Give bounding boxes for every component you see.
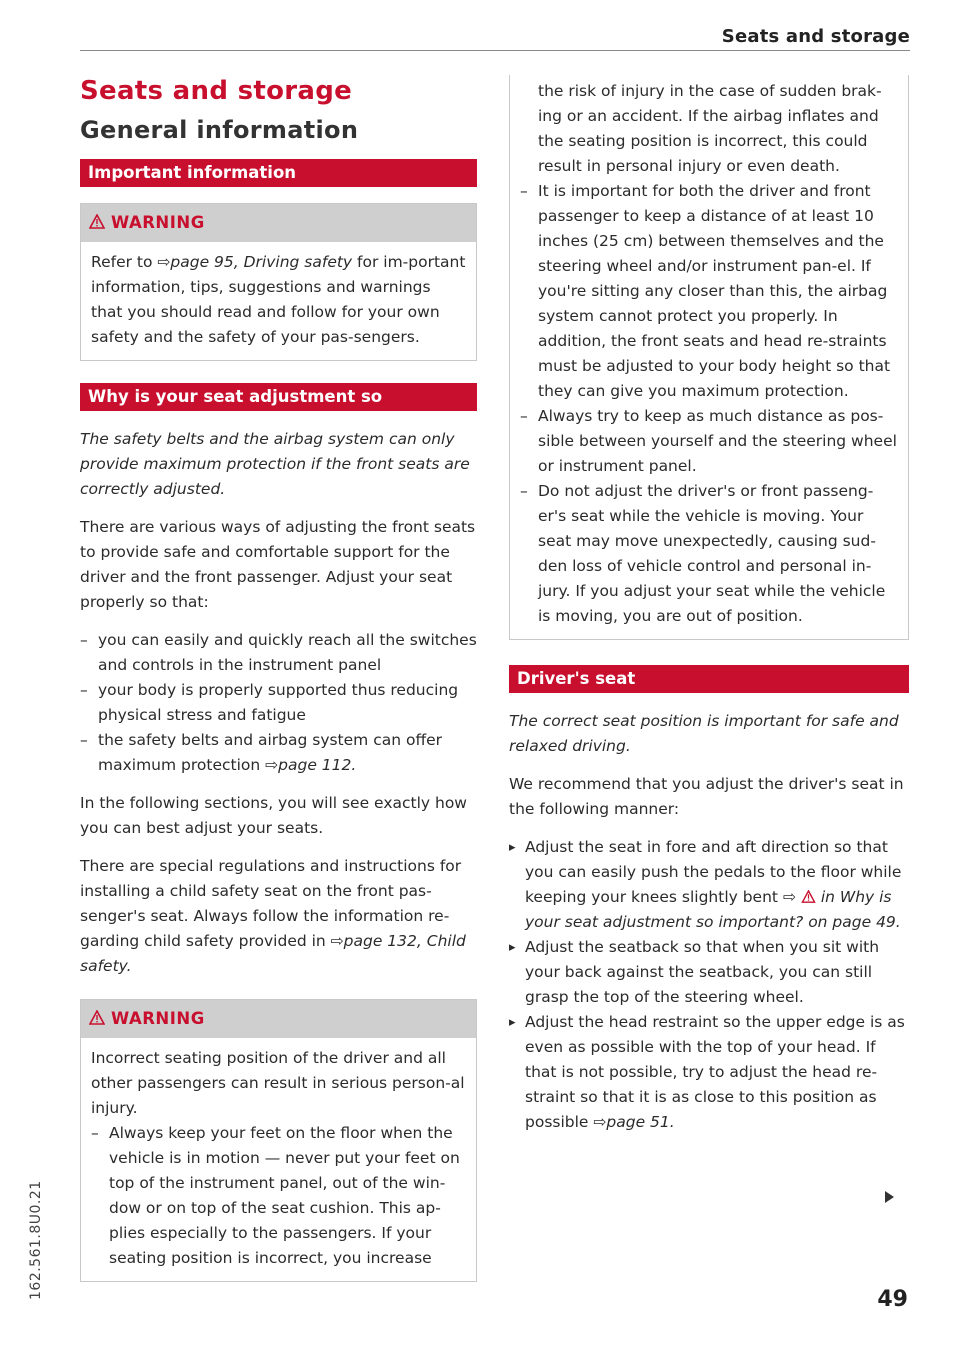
warning-body xyxy=(81,242,476,360)
paragraph: We recommend that you adjust the driver's seat in the following manner: xyxy=(509,775,904,818)
right-column xyxy=(509,75,909,1135)
list-item: – you can easily and quickly reach all the switches and controls in the instrument panel xyxy=(80,628,477,678)
warning-header xyxy=(81,1000,476,1038)
warning-triangle-icon xyxy=(89,1010,105,1025)
continue-arrow-icon xyxy=(885,1191,894,1203)
page-link[interactable]: in Why is your seat adjustment so important? on page 49. xyxy=(525,888,901,931)
warning-text: Incorrect seating position of the driver and all other passengers can result in serious person-al injury. xyxy=(91,1049,465,1117)
instruction-step xyxy=(509,835,909,935)
warning-box-2 xyxy=(80,999,477,1282)
paragraph xyxy=(80,854,477,979)
page-link[interactable]: page 132, Child safety. xyxy=(80,932,466,975)
page-link[interactable]: page 112. xyxy=(278,756,357,774)
arrow-icon: ⇨ xyxy=(330,932,344,950)
list-item xyxy=(80,728,477,778)
paragraph-text: There are special regulations and instructions for installing a child safety seat on the front pas-senger's seat. Always follow the information re-garding child safety provided in xyxy=(80,857,462,950)
warning-list xyxy=(520,179,898,629)
warning-box-2-continued xyxy=(509,75,909,640)
warning-triangle-icon xyxy=(89,214,105,229)
heading-seat-adjustment: Why is your seat adjustment so important? xyxy=(80,383,477,411)
list-item: – Always keep your feet on the floor when the vehicle is in motion — never put your feet on top of the instrument panel, out of the win-dow or on top of the seat cushion. This ap-plies especially to the passengers. If your seating position is incorrect, you increase xyxy=(91,1121,466,1271)
page-number: 49 xyxy=(877,1287,908,1312)
warning-text: the risk of injury in the case of sudden brak-ing or an accident. If the airbag inflates and the seating position is incorrect, this could result in personal injury or even death. xyxy=(538,82,882,175)
list-item: – your body is properly supported thus reducing physical stress and fatigue xyxy=(80,678,477,728)
paragraph: In the following sections, you will see exactly how you can best adjust your seats. xyxy=(80,794,467,837)
instruction-step xyxy=(509,1010,909,1135)
intro-text: The correct seat position is important for safe and relaxed driving. xyxy=(509,712,899,755)
instruction-list xyxy=(509,835,909,1135)
list-item: – It is important for both the driver and front passenger to keep a distance of at least 10 inches (25 cm) between themselves and the steering wheel and/or instrument pan-el. If you're sitting any closer than this, the airbag system cannot protect you properly. In addition, the front seats and head re-straints must be adjusted to your body height so that they can give you maximum protection. xyxy=(520,179,898,404)
step-text: Adjust the seat in fore and aft direction so that you can easily push the pedals to the floor while keeping your knees slightly bent xyxy=(525,838,902,906)
list-item: – Always try to keep as much distance as pos-sible between yourself and the steering wheel or instrument panel. xyxy=(520,404,898,479)
warning-label: WARNING xyxy=(111,213,205,232)
step-text: Adjust the head restraint so the upper edge is as even as possible with the top of your head. If that is not possible, try to adjust the head re-straint so that it is as close to this position as possible xyxy=(525,1013,905,1131)
page-link[interactable]: page 51. xyxy=(606,1113,675,1131)
arrow-icon: ⇨ xyxy=(265,756,279,774)
page-link[interactable]: page 95, Driving safety xyxy=(170,253,353,271)
warning-text-cont: for im-portant information, tips, suggestions and warnings that you should read and follow for your own safety and the safety of your pas-sengers. xyxy=(91,253,466,346)
header-rule xyxy=(80,50,910,51)
left-column xyxy=(80,75,477,1282)
warning-box-1 xyxy=(80,203,477,361)
warning-body xyxy=(81,1038,476,1281)
paragraph: There are various ways of adjusting the front seats to provide safe and comfortable support for the driver and the front passenger. Adjust your seat properly so that: xyxy=(80,518,476,611)
list-item: – Do not adjust the driver's or front passeng-er's seat while the vehicle is moving. Your seat may move unexpectedly, causing sud-den loss of vehicle control and personal in-jury. If you adjust your seat while the vehicle is moving, you are out of position. xyxy=(520,479,898,629)
dash-list xyxy=(80,628,477,778)
running-head: Seats and storage xyxy=(721,26,910,47)
heading-important-information: Important information xyxy=(80,159,477,187)
chapter-title: Seats and storage xyxy=(80,76,353,106)
instruction-step: ▸ Adjust the seatback so that when you sit with your back against the seatback, you can still grasp the top of the steering wheel. xyxy=(509,935,909,1010)
warning-header xyxy=(81,204,476,242)
warning-triangle-icon xyxy=(801,890,816,903)
arrow-icon: ⇨ xyxy=(593,1113,607,1131)
intro-text: The safety belts and the airbag system can only provide maximum protection if the front seats are correctly adjusted. xyxy=(80,430,470,498)
warning-list xyxy=(91,1121,466,1271)
arrow-icon: ⇨ xyxy=(157,253,171,271)
warning-text: Refer to xyxy=(91,253,158,271)
list-item-text: the safety belts and airbag system can offer maximum protection xyxy=(98,731,443,774)
document-code: 162.561.8U0.21 xyxy=(28,1180,44,1300)
warning-label: WARNING xyxy=(111,1009,205,1028)
section-title: General information xyxy=(80,116,359,144)
heading-drivers-seat: Driver's seat xyxy=(509,665,909,693)
warning-body xyxy=(510,75,908,639)
arrow-icon: ⇨ xyxy=(782,888,796,906)
